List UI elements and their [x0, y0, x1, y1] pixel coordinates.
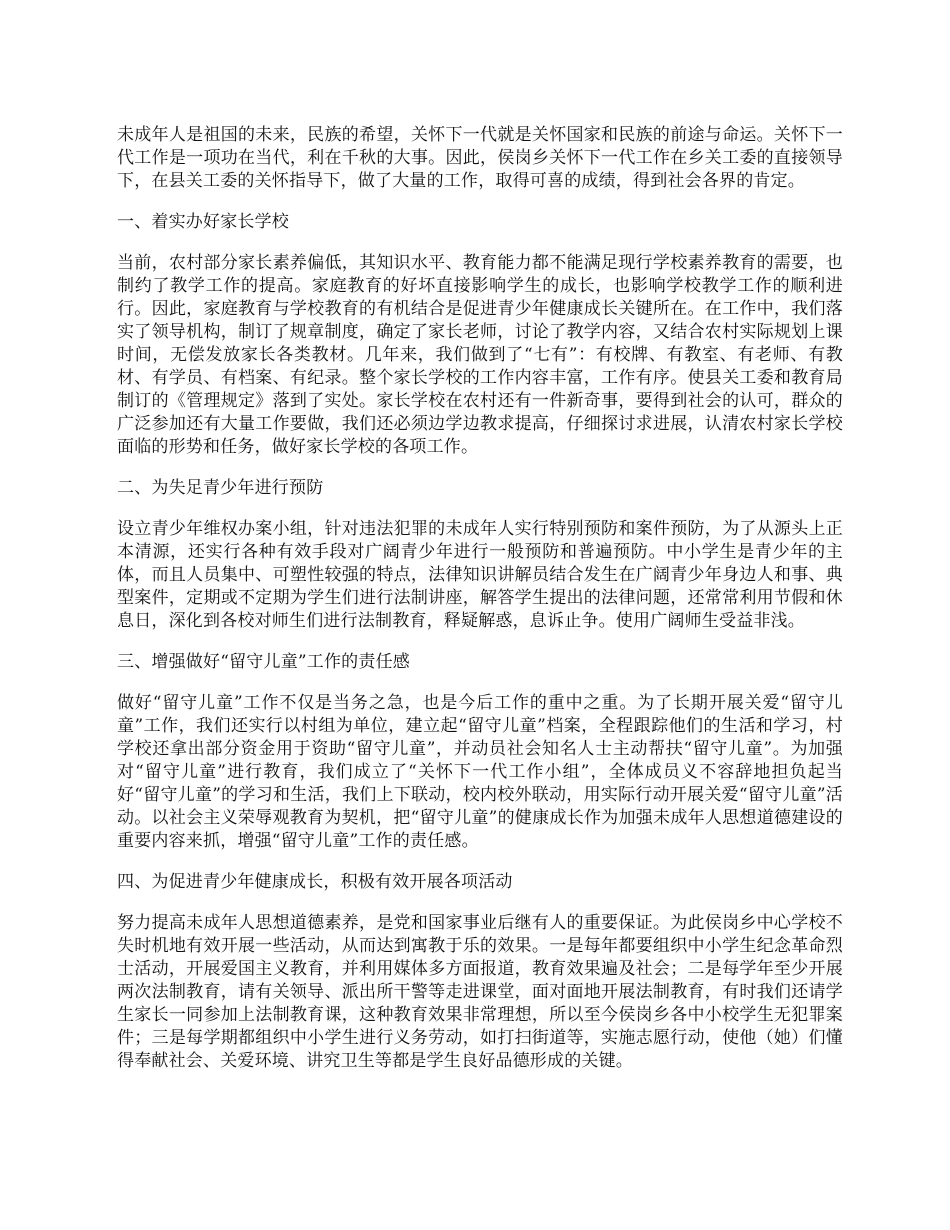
section-1-body: 当前，农村部分家长素养偏低，其知识水平、教育能力都不能满足现行学校素养教育的需要，也制约了教学工作的提高。家庭教育的好坏直接影响学生的成长，也影响学校教学工作的顺利进行。因此，家庭教育与学校教育的有机结合是促进青少年健康成长关键所在。在工作中，我们落实了领导机构，制订了规章制度，确定了家长老师，讨论了教学内容，又结合农村实际规划上课时间，无偿发放家长各类教材。几年来，我们做到了“七有”：有校牌、有教室、有老师、有教材、有学员、有档案、有纪录。整个家长学校的工作内容丰富，工作有序。使县关工委和教育局制订的《管理规定》落到了实处。家长学校在农村还有一件新奇事，要得到社会的认可，群众的广泛参加还有大量工作要做，我们还必须边学边教求提高，仔细探讨求进展，认清农村家长学校面临的形势和任务，做好家长学校的各项工作。 — [117, 253, 843, 457]
section-2-body: 设立青少年维权办案小组，针对违法犯罪的未成年人实行特别预防和案件预防，为了从源头上正本清源，还实行各种有效手段对广阔青少年进行一般预防和普遍预防。中小学生是青少年的主体，而且人员集中、可塑性较强的特点，法律知识讲解员结合发生在广阔青少年身边人和事、典型案件，定期或不定期为学生们进行法制讲座，解答学生提出的法律问题，还常常利用节假和休息日，深化到各校对师生们进行法制教育，释疑解惑，息诉止争。使用广阔师生受益非浅。 — [117, 519, 843, 631]
document-page — [117, 124, 843, 1091]
section-2-heading: 二、为失足青少年进行预防 — [117, 478, 324, 498]
section-4-body: 努力提高未成年人思想道德素养，是党和国家事业后继有人的重要保证。为此侯岗乡中心学校不失时机地有效开展一些活动，从而达到寓教于乐的效果。一是每年都要组织中小学生纪念革命烈士活动，开展爱国主义教育，并利用媒体多方面报道，教育效果遍及社会；二是每学年至少开展两次法制教育，请有关领导、派出所干警等走进课堂，面对面地开展法制教育，有时我们还请学生家长一同参加上法制教育课，这种教育效果非常理想，所以至今侯岗乡各中小校学生无犯罪案件；三是每学期都组织中小学生进行义务劳动，如打扫街道等，实施志愿行动，使他（她）们懂得奉献社会、关爱环境、讲究卫生等都是学生良好品德形成的关键。 — [117, 913, 843, 1071]
section-3-body: 做好“留守儿童”工作不仅是当务之急，也是今后工作的重中之重。为了长期开展关爱“留守儿童”工作，我们还实行以村组为单位，建立起“留守儿童”档案，全程跟踪他们的生活和学习，村学校还拿出部分资金用于资助“留守儿童”，并动员社会知名人士主动帮扶“留守儿童”。为加强对“留守儿童”进行教育，我们成立了“关怀下一代工作小组”，全体成员义不容辞地担负起当好“留守儿童”的学习和生活，我们上下联动，校内校外联动，用实际行动开展关爱“留守儿童”活动。以社会主义荣辱观教育为契机，把“留守儿童”的健康成长作为加强未成年人思想道德建设的重要内容来抓，增强“留守儿童”工作的责任感。 — [117, 693, 843, 851]
section-4-heading: 四、为促进青少年健康成长，积极有效开展各项活动 — [117, 872, 513, 892]
section-3-heading: 三、增强做好“留守儿童”工作的责任感 — [117, 652, 410, 672]
section-1-heading: 一、着实办好家长学校 — [117, 212, 289, 232]
intro-paragraph: 未成年人是祖国的未来，民族的希望，关怀下一代就是关怀国家和民族的前途与命运。关怀下一代工作是一项功在当代，利在千秋的大事。因此，侯岗乡关怀下一代工作在乡关工委的直接领导下，在县关工委的关怀指导下，做了大量的工作，取得可喜的成绩，得到社会各界的肯定。 — [117, 125, 843, 191]
